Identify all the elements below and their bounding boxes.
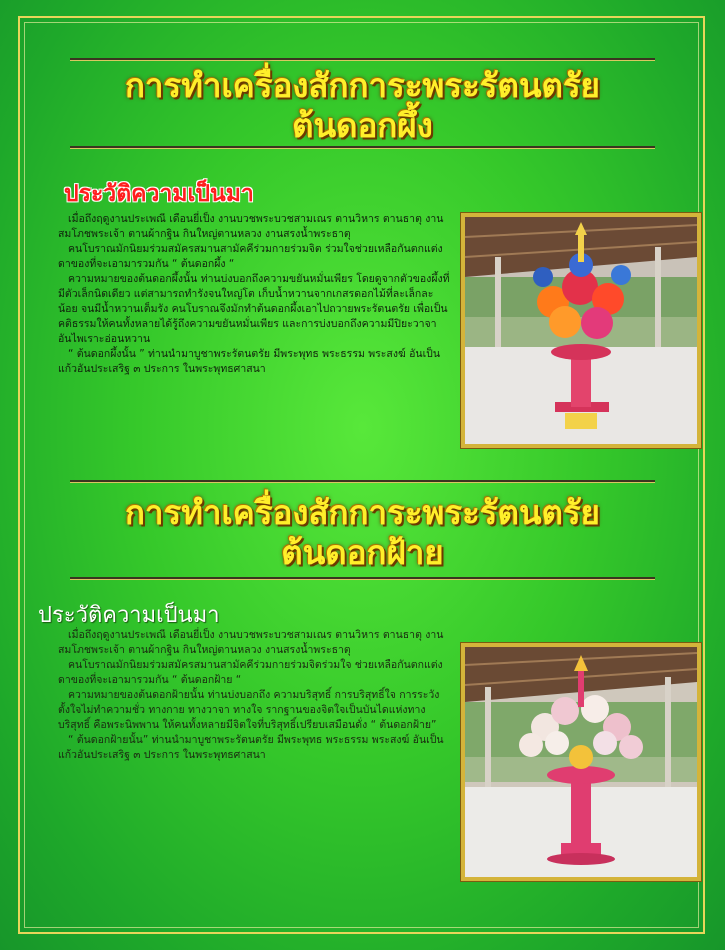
section-2-paragraph: ความหมายของต้นดอกฝ้ายนั้น ท่านบ่งบอกถึง ความบริสุทธิ์ การบริสุทธิ์ใจ การระวังตั้งใจไม่ทำความชั่ว ทางกาย ทางวาจา ทางใจ รากฐานของจิตใจเป็นบันไดแห่งทางบริสุทธิ์ คือพระนิพพาน ให้คนทั้งหลายมีจิตใจที่บริสุทธิ์เปรียบเสมือนดั่ง “ ต้นดอกฝ้าย” xyxy=(58,689,440,731)
section-1-title xyxy=(30,66,695,147)
title-rule-top-2 xyxy=(70,480,655,482)
section-2-paragraph: เมื่อถึงฤดูงานประเพณี เดือนยี่เป็ง งานบวชพระบวชสามเณร ตานวิหาร ตานธาตุ งานสมโภชพระเจ้า ตานผ้ากฐิน กินใหญ่ตานหลวง งานสรงน้ำพระธาตุ xyxy=(58,629,444,656)
beeswax-flower-offering-photo xyxy=(461,213,701,448)
section-1-title-line-2: ต้นดอกผึ้ง xyxy=(292,106,433,146)
section-2-title-line-2: ต้นดอกฝ้าย xyxy=(281,533,444,573)
section-2-body xyxy=(58,628,450,763)
title-rule-bottom-1 xyxy=(70,146,655,148)
title-rule-top-1 xyxy=(70,58,655,60)
section-1-paragraph: “ ต้นดอกผึ้งนั้น ” ท่านนำมาบูชาพระรัตนตรัย มีพระพุทธ พระธรรม พระสงฆ์ อันเป็นแก้วอันประเสริฐ ๓ ประการ ในพระพุทธศาสนา xyxy=(58,348,441,375)
cotton-flower-offering-photo xyxy=(461,643,701,881)
section-2-paragraph: “ ต้นดอกฝ้ายนั้น” ท่านนำมาบูชาพระรัตนตรัย มีพระพุทธ พระธรรม พระสงฆ์ อันเป็นแก้วอันประเสริฐ ๓ ประการ ในพระพุทธศาสนา xyxy=(58,734,444,761)
section-1-body xyxy=(58,212,450,377)
section-1-paragraph: เมื่อถึงฤดูงานประเพณี เดือนยี่เป็ง งานบวชพระบวชสามเณร ตานวิหาร ตานธาตุ งานสมโภชพระเจ้า ตานผ้ากฐิน กินใหญ่ตานหลวง งานสรงน้ำพระธาตุ xyxy=(58,213,444,240)
section-1-paragraph: ความหมายของต้นดอกผึ้งนั้น ท่านบ่งบอกถึงความขยันหมั่นเพียร โดยดูจากตัวของผึ้งที่มีตัวเล็กนิดเดียว แต่สามารถทำรังจนใหญ่โต เก็บน้ำหวานจากเกสรดอกไม้ที่ละเล็กละน้อย จนมีน้ำหวานเต็มรัง คนโบราณจึงมักทำต้นดอกผึ้งเอาไปถวายพระรัตนตรัย เพื่อเป็นคติธรรมให้คนทั้งหลายได้รู้ถึงความขยันหมั่นเพียร และการบ่งบอกถึงความมีปิยะวาจาอันไพเราะอ่อนหวาน xyxy=(58,273,450,345)
section-1-paragraph: คนโบราณมักนิยมร่วมสมัครสมานสามัคคีร่วมกายร่วมจิต ร่วมใจช่วยเหลือกันตกแต่งดาของที่จะเอามารวมกัน “ ต้นดอกผึ้ง “ xyxy=(58,243,443,270)
section-2-title xyxy=(30,493,695,574)
section-2-title-line-1: การทำเครื่องสักการะพระรัตนตรัย xyxy=(124,493,601,532)
section-1-title-line-1: การทำเครื่องสักการะพระรัตนตรัย xyxy=(124,66,601,105)
section-1-heading: ประวัติความเป็นมา xyxy=(64,180,254,207)
section-2-paragraph: คนโบราณมักนิยมร่วมสมัครสมานสามัคคีร่วมกายร่วมจิตร่วมใจ ช่วยเหลือกันตกแต่งดาของที่จะเอามารวมกัน “ ต้นดอกฝ้าย “ xyxy=(58,659,443,686)
title-rule-bottom-2 xyxy=(70,577,655,579)
section-2-heading: ประวัติความเป็นมา xyxy=(38,603,220,628)
